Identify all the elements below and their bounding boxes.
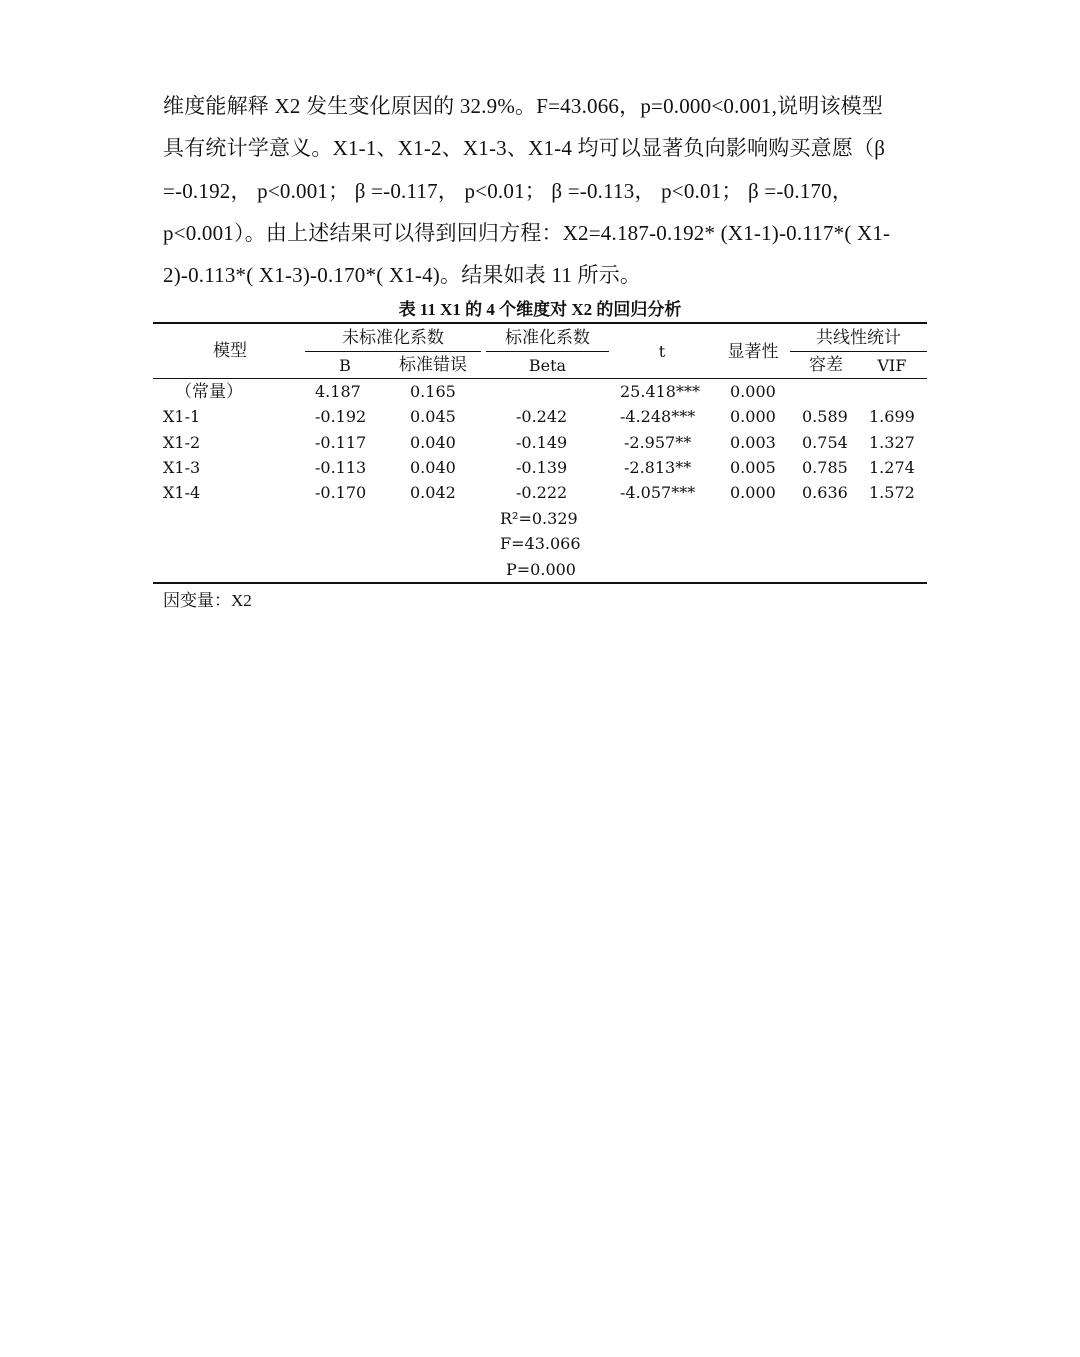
std-header-rule (486, 351, 609, 352)
table-row-sig: 0.000 (730, 382, 776, 401)
table-row-vif: 1.327 (869, 433, 915, 452)
header-b: B (339, 356, 351, 375)
table-row-beta: -0.222 (516, 483, 568, 502)
table-row-t: -4.057*** (620, 483, 696, 502)
summary-p-value: P=0.000 (506, 560, 576, 579)
table-row-sig: 0.005 (730, 458, 776, 477)
table-row-b: -0.170 (315, 483, 367, 502)
header-tolerance: 容差 (809, 355, 843, 374)
table-caption: 表 11 X1 的 4 个维度对 X2 的回归分析 (398, 300, 682, 319)
table-row-tolerance: 0.785 (802, 458, 848, 477)
table-row-beta: -0.242 (516, 407, 568, 426)
header-collinearity: 共线性统计 (816, 328, 901, 347)
table-row-sig: 0.003 (730, 433, 776, 452)
table-header-rule (153, 378, 927, 379)
table-row-se: 0.165 (410, 382, 456, 401)
summary-r-squared: R²=0.329 (500, 509, 578, 528)
table-row-se: 0.040 (410, 433, 456, 452)
table-row-tolerance: 0.754 (802, 433, 848, 452)
header-unstd: 未标准化系数 (342, 328, 444, 347)
table-row-sig: 0.000 (730, 407, 776, 426)
table-row-sig: 0.000 (730, 483, 776, 502)
table-row-model: X1-4 (163, 483, 201, 502)
table-row-se: 0.045 (410, 407, 456, 426)
table-top-rule (153, 322, 927, 324)
table-row-se: 0.042 (410, 483, 456, 502)
header-sig: 显著性 (727, 342, 779, 361)
table-row-t: 25.418*** (620, 382, 700, 401)
header-vif: VIF (877, 356, 907, 375)
header-t: t (658, 342, 666, 361)
table-row-vif: 1.699 (869, 407, 915, 426)
table-row-b: -0.192 (315, 407, 367, 426)
paragraph-line-3: =-0.192， p<0.001； β =-0.117， p<0.01； β =-0.113， p<0.01； β =-0.170， (163, 179, 854, 203)
unstd-header-rule (305, 351, 481, 352)
table-row-beta: -0.149 (516, 433, 568, 452)
paragraph-line-2: 具有统计学意义。X1-1、X1-2、X1-3、X1-4 均可以显著负向影响购买意愿（β (163, 136, 886, 160)
table-row-model: X1-2 (163, 433, 201, 452)
header-std: 标准化系数 (505, 328, 590, 347)
table-row-se: 0.040 (410, 458, 456, 477)
table-row-model: （常量） (175, 382, 243, 401)
table-row-vif: 1.274 (869, 458, 915, 477)
table-row-t: -2.813** (624, 458, 692, 477)
table-row-b: -0.117 (315, 433, 367, 452)
paragraph-line-1: 维度能解释 X2 发生变化原因的 32.9%。F=43.066，p=0.000<0.001,说明该模型 (163, 94, 884, 118)
paragraph-line-4: p<0.001）。由上述结果可以得到回归方程：X2=4.187-0.192* (X1-1)-0.117*( X1- (163, 221, 891, 245)
table-bottom-rule (153, 582, 927, 584)
table-row-t: -4.248*** (620, 407, 696, 426)
table-row-tolerance: 0.636 (802, 483, 848, 502)
table-row-beta: -0.139 (516, 458, 568, 477)
table-row-b: -0.113 (315, 458, 367, 477)
header-model: 模型 (213, 341, 247, 360)
summary-f-value: F=43.066 (500, 534, 581, 553)
table-row-t: -2.957** (624, 433, 692, 452)
table-row-b: 4.187 (315, 382, 361, 401)
table-row-vif: 1.572 (869, 483, 915, 502)
collinearity-header-rule (790, 351, 927, 352)
table-row-model: X1-1 (163, 407, 201, 426)
header-beta: Beta (528, 356, 567, 375)
table-footnote: 因变量：X2 (163, 591, 252, 610)
header-se: 标准错误 (399, 355, 467, 374)
table-row-model: X1-3 (163, 458, 201, 477)
paragraph-line-5: 2)-0.113*( X1-3)-0.170*( X1-4)。结果如表 11 所示。 (163, 263, 642, 287)
table-row-tolerance: 0.589 (802, 407, 848, 426)
